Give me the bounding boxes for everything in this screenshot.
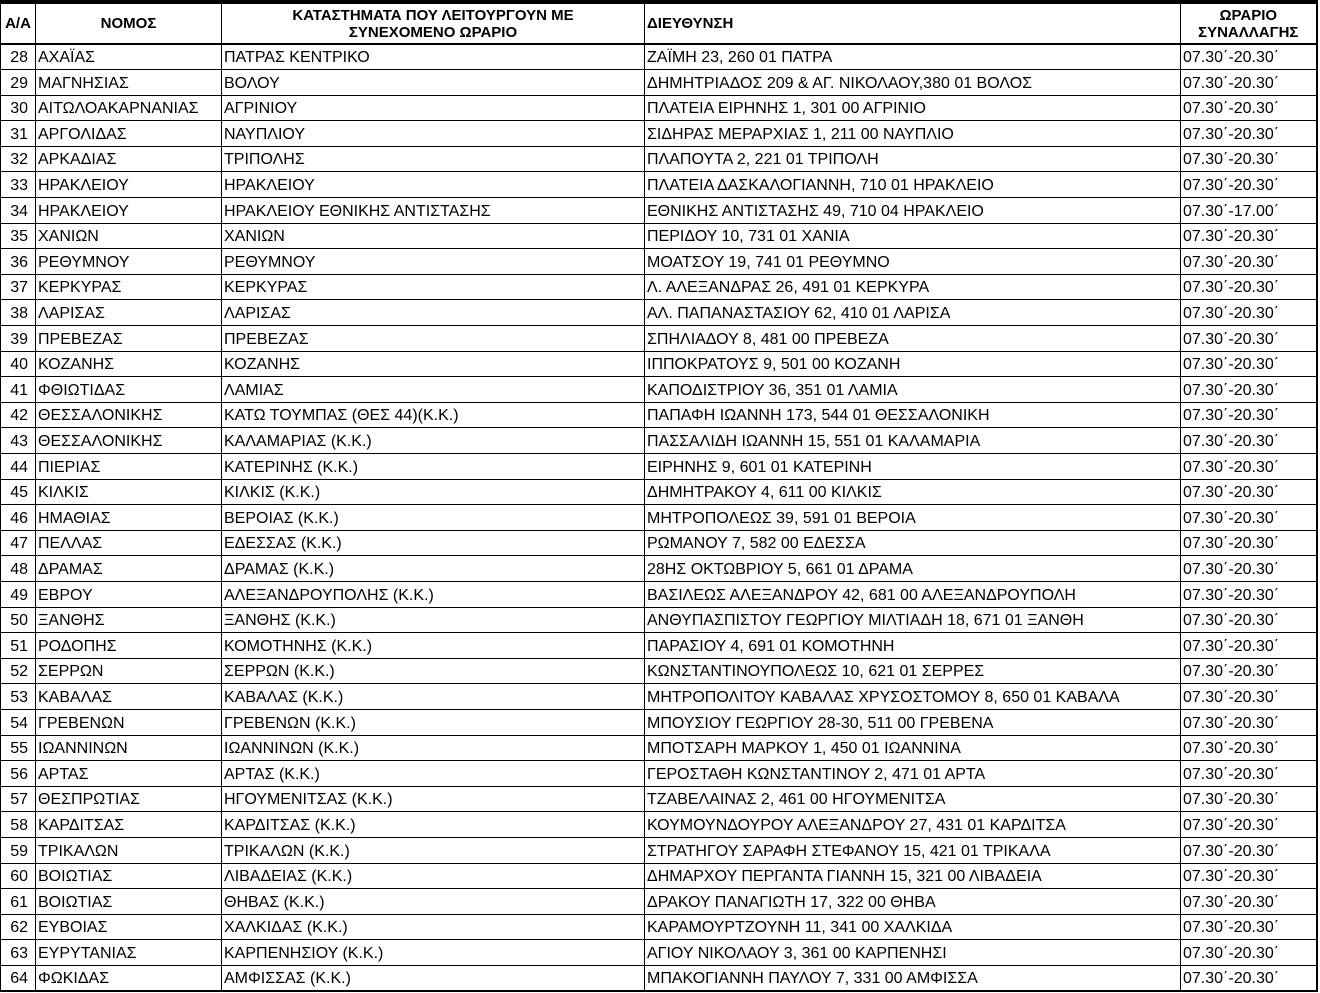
- cell-address: ΣΤΡΑΤΗΓΟΥ ΣΑΡΑΦΗ ΣΤΕΦΑΝΟΥ 15, 421 01 ΤΡΙΚΑΛΑ: [645, 837, 1181, 863]
- cell-nomos: ΧΑΝΙΩΝ: [36, 223, 222, 249]
- cell-hours: 07.30΄-20.30΄: [1181, 274, 1317, 300]
- table-row: [1, 812, 1317, 838]
- table-row: [1, 709, 1317, 735]
- table-body: [1, 44, 1317, 991]
- table-row: [1, 530, 1317, 556]
- cell-store: ΛΑΡΙΣΑΣ: [222, 300, 645, 326]
- header-aa: Α/Α: [1, 2, 36, 44]
- cell-hours: 07.30΄-20.30΄: [1181, 223, 1317, 249]
- cell-nomos: ΑΡΓΟΛΙΔΑΣ: [36, 121, 222, 147]
- cell-store: ΚΑΤΕΡΙΝΗΣ (Κ.Κ.): [222, 454, 645, 480]
- cell-store: ΚΑΤΩ ΤΟΥΜΠΑΣ (ΘΕΣ 44)(Κ.Κ.): [222, 402, 645, 428]
- table-row: [1, 658, 1317, 684]
- cell-store: ΚΑΡΔΙΤΣΑΣ (Κ.Κ.): [222, 812, 645, 838]
- cell-hours: 07.30΄-20.30΄: [1181, 837, 1317, 863]
- cell-address: ΕΙΡΗΝΗΣ 9, 601 01 ΚΑΤΕΡΙΝΗ: [645, 454, 1181, 480]
- cell-aa: 32: [1, 146, 36, 172]
- cell-nomos: ΛΑΡΙΣΑΣ: [36, 300, 222, 326]
- cell-aa: 47: [1, 530, 36, 556]
- cell-hours: 07.30΄-20.30΄: [1181, 530, 1317, 556]
- cell-address: ΜΗΤΡΟΠΟΛΕΩΣ 39, 591 01 ΒΕΡΟΙΑ: [645, 505, 1181, 531]
- table-row: [1, 274, 1317, 300]
- table-row: [1, 914, 1317, 940]
- cell-address: ΜΠΟΤΣΑΡΗ ΜΑΡΚΟΥ 1, 450 01 ΙΩΑΝΝΙΝΑ: [645, 735, 1181, 761]
- cell-aa: 33: [1, 172, 36, 198]
- table-row: [1, 172, 1317, 198]
- cell-hours: 07.30΄-20.30΄: [1181, 633, 1317, 659]
- cell-address: ΠΑΣΣΑΛΙΔΗ ΙΩΑΝΝΗ 15, 551 01 ΚΑΛΑΜΑΡΙΑ: [645, 428, 1181, 454]
- cell-store: ΛΙΒΑΔΕΙΑΣ (Κ.Κ.): [222, 863, 645, 889]
- cell-nomos: ΕΥΒΟΙΑΣ: [36, 914, 222, 940]
- cell-hours: 07.30΄-20.30΄: [1181, 761, 1317, 787]
- header-address: ΔΙΕΥΘΥΝΣΗ: [645, 2, 1181, 44]
- cell-nomos: ΡΟΔΟΠΗΣ: [36, 633, 222, 659]
- cell-address: ΡΩΜΑΝΟΥ 7, 582 00 ΕΔΕΣΣΑ: [645, 530, 1181, 556]
- cell-hours: 07.30΄-20.30΄: [1181, 965, 1317, 991]
- cell-store: ΔΡΑΜΑΣ (Κ.Κ.): [222, 556, 645, 582]
- cell-hours: 07.30΄-20.30΄: [1181, 479, 1317, 505]
- cell-store: ΗΓΟΥΜΕΝΙΤΣΑΣ (Κ.Κ.): [222, 786, 645, 812]
- cell-store: ΑΡΤΑΣ (Κ.Κ.): [222, 761, 645, 787]
- cell-aa: 58: [1, 812, 36, 838]
- cell-address: ΜΟΑΤΣΟΥ 19, 741 01 ΡΕΘΥΜΝΟ: [645, 249, 1181, 275]
- cell-hours: 07.30΄-20.30΄: [1181, 377, 1317, 403]
- cell-nomos: ΘΕΣΣΑΛΟΝΙΚΗΣ: [36, 428, 222, 454]
- table-row: [1, 940, 1317, 966]
- table-row: [1, 837, 1317, 863]
- cell-hours: 07.30΄-20.30΄: [1181, 326, 1317, 352]
- cell-address: ΜΠΟΥΣΙΟΥ ΓΕΩΡΓΙΟΥ 28-30, 511 00 ΓΡΕΒΕΝΑ: [645, 709, 1181, 735]
- cell-nomos: ΠΕΛΛΑΣ: [36, 530, 222, 556]
- cell-address: ΤΖΑΒΕΛΑΙΝΑΣ 2, 461 00 ΗΓΟΥΜΕΝΙΤΣΑ: [645, 786, 1181, 812]
- cell-nomos: ΒΟΙΩΤΙΑΣ: [36, 863, 222, 889]
- cell-address: ΙΠΠΟΚΡΑΤΟΥΣ 9, 501 00 ΚΟΖΑΝΗ: [645, 351, 1181, 377]
- cell-nomos: ΙΩΑΝΝΙΝΩΝ: [36, 735, 222, 761]
- table-row: [1, 786, 1317, 812]
- cell-store: ΘΗΒΑΣ (Κ.Κ.): [222, 889, 645, 915]
- cell-store: ΓΡΕΒΕΝΩΝ (Κ.Κ.): [222, 709, 645, 735]
- cell-store: ΑΜΦΙΣΣΑΣ (Κ.Κ.): [222, 965, 645, 991]
- cell-nomos: ΦΘΙΩΤΙΔΑΣ: [36, 377, 222, 403]
- cell-store: ΚΑΛΑΜΑΡΙΑΣ (Κ.Κ.): [222, 428, 645, 454]
- cell-store: ΑΓΡΙΝΙΟΥ: [222, 95, 645, 121]
- table-row: [1, 684, 1317, 710]
- cell-address: 28ΗΣ ΟΚΤΩΒΡΙΟΥ 5, 661 01 ΔΡΑΜΑ: [645, 556, 1181, 582]
- cell-address: ΔΗΜΗΤΡΙΑΔΟΣ 209 & ΑΓ. ΝΙΚΟΛΑΟΥ,380 01 ΒΟΛΟΣ: [645, 70, 1181, 96]
- cell-aa: 35: [1, 223, 36, 249]
- cell-nomos: ΒΟΙΩΤΙΑΣ: [36, 889, 222, 915]
- cell-hours: 07.30΄-20.30΄: [1181, 505, 1317, 531]
- cell-aa: 48: [1, 556, 36, 582]
- cell-aa: 63: [1, 940, 36, 966]
- cell-store: ΛΑΜΙΑΣ: [222, 377, 645, 403]
- cell-aa: 34: [1, 198, 36, 224]
- cell-address: ΑΛ. ΠΑΠΑΝΑΣΤΑΣΙΟΥ 62, 410 01 ΛΑΡΙΣΑ: [645, 300, 1181, 326]
- cell-aa: 40: [1, 351, 36, 377]
- cell-store: ΚΕΡΚΥΡΑΣ: [222, 274, 645, 300]
- table-row: [1, 479, 1317, 505]
- table-row: [1, 428, 1317, 454]
- cell-aa: 29: [1, 70, 36, 96]
- cell-nomos: ΘΕΣΠΡΩΤΙΑΣ: [36, 786, 222, 812]
- cell-nomos: ΚΕΡΚΥΡΑΣ: [36, 274, 222, 300]
- cell-hours: 07.30΄-20.30΄: [1181, 735, 1317, 761]
- cell-store: ΗΡΑΚΛΕΙΟΥ: [222, 172, 645, 198]
- cell-address: ΓΕΡΟΣΤΑΘΗ ΚΩΝΣΤΑΝΤΙΝΟΥ 2, 471 01 ΑΡΤΑ: [645, 761, 1181, 787]
- cell-aa: 31: [1, 121, 36, 147]
- cell-aa: 55: [1, 735, 36, 761]
- cell-hours: 07.30΄-20.30΄: [1181, 556, 1317, 582]
- cell-store: ΠΡΕΒΕΖΑΣ: [222, 326, 645, 352]
- cell-address: ΑΓΙΟΥ ΝΙΚΟΛΑΟΥ 3, 361 00 ΚΑΡΠΕΝΗΣΙ: [645, 940, 1181, 966]
- cell-hours: 07.30΄-20.30΄: [1181, 121, 1317, 147]
- table-row: [1, 505, 1317, 531]
- cell-store: ΚΟΜΟΤΗΝΗΣ (Κ.Κ.): [222, 633, 645, 659]
- cell-nomos: ΓΡΕΒΕΝΩΝ: [36, 709, 222, 735]
- cell-address: ΔΗΜΑΡΧΟΥ ΠΕΡΓΑΝΤΑ ΓΙΑΝΝΗ 15, 321 00 ΛΙΒΑΔΕΙΑ: [645, 863, 1181, 889]
- cell-nomos: ΡΕΘΥΜΝΟΥ: [36, 249, 222, 275]
- cell-nomos: ΗΡΑΚΛΕΙΟΥ: [36, 172, 222, 198]
- cell-store: ΒΕΡΟΙΑΣ (Κ.Κ.): [222, 505, 645, 531]
- cell-aa: 41: [1, 377, 36, 403]
- cell-hours: 07.30΄-20.30΄: [1181, 863, 1317, 889]
- cell-aa: 52: [1, 658, 36, 684]
- cell-store: ΣΕΡΡΩΝ (Κ.Κ.): [222, 658, 645, 684]
- cell-nomos: ΑΙΤΩΛΟΑΚΑΡΝΑΝΙΑΣ: [36, 95, 222, 121]
- cell-aa: 28: [1, 44, 36, 70]
- cell-hours: 07.30΄-17.00΄: [1181, 198, 1317, 224]
- cell-nomos: ΣΕΡΡΩΝ: [36, 658, 222, 684]
- cell-store: ΒΟΛΟΥ: [222, 70, 645, 96]
- table-row: [1, 607, 1317, 633]
- cell-hours: 07.30΄-20.30΄: [1181, 889, 1317, 915]
- cell-nomos: ΔΡΑΜΑΣ: [36, 556, 222, 582]
- cell-aa: 53: [1, 684, 36, 710]
- cell-aa: 51: [1, 633, 36, 659]
- cell-nomos: ΚΙΛΚΙΣ: [36, 479, 222, 505]
- cell-store: ΕΔΕΣΣΑΣ (Κ.Κ.): [222, 530, 645, 556]
- cell-aa: 54: [1, 709, 36, 735]
- cell-aa: 64: [1, 965, 36, 991]
- table-row: [1, 146, 1317, 172]
- header-nomos: ΝΟΜΟΣ: [36, 2, 222, 44]
- cell-store: ΠΑΤΡΑΣ ΚΕΝΤΡΙΚΟ: [222, 44, 645, 70]
- table-row: [1, 863, 1317, 889]
- cell-nomos: ΕΒΡΟΥ: [36, 581, 222, 607]
- cell-nomos: ΠΡΕΒΕΖΑΣ: [36, 326, 222, 352]
- cell-aa: 60: [1, 863, 36, 889]
- table-row: [1, 556, 1317, 582]
- cell-address: ΚΩΝΣΤΑΝΤΙΝΟΥΠΟΛΕΩΣ 10, 621 01 ΣΕΡΡΕΣ: [645, 658, 1181, 684]
- cell-nomos: ΠΙΕΡΙΑΣ: [36, 454, 222, 480]
- cell-nomos: ΑΡΤΑΣ: [36, 761, 222, 787]
- cell-hours: 07.30΄-20.30΄: [1181, 940, 1317, 966]
- cell-address: ΠΑΠΑΦΗ ΙΩΑΝΝΗ 173, 544 01 ΘΕΣΣΑΛΟΝΙΚΗ: [645, 402, 1181, 428]
- table-row: [1, 454, 1317, 480]
- cell-hours: 07.30΄-20.30΄: [1181, 428, 1317, 454]
- cell-address: ΚΑΡΑΜΟΥΡΤΖΟΥΝΗ 11, 341 00 ΧΑΛΚΙΔΑ: [645, 914, 1181, 940]
- cell-address: ΠΛΑΤΕΙΑ ΕΙΡΗΝΗΣ 1, 301 00 ΑΓΡΙΝΙΟ: [645, 95, 1181, 121]
- cell-address: Λ. ΑΛΕΞΑΝΔΡΑΣ 26, 491 01 ΚΕΡΚΥΡΑ: [645, 274, 1181, 300]
- table-row: [1, 735, 1317, 761]
- cell-store: ΝΑΥΠΛΙΟΥ: [222, 121, 645, 147]
- cell-aa: 42: [1, 402, 36, 428]
- table-row: [1, 223, 1317, 249]
- cell-aa: 44: [1, 454, 36, 480]
- cell-hours: 07.30΄-20.30΄: [1181, 454, 1317, 480]
- table-row: [1, 402, 1317, 428]
- header-hours: ΩΡΑΡΙΟ ΣΥΝΑΛΛΑΓΗΣ: [1181, 2, 1317, 44]
- table-row: [1, 581, 1317, 607]
- table-row: [1, 70, 1317, 96]
- table-row: [1, 889, 1317, 915]
- table-row: [1, 95, 1317, 121]
- cell-aa: 39: [1, 326, 36, 352]
- cell-address: ΔΗΜΗΤΡΑΚΟΥ 4, 611 00 ΚΙΛΚΙΣ: [645, 479, 1181, 505]
- cell-aa: 59: [1, 837, 36, 863]
- cell-nomos: ΚΟΖΑΝΗΣ: [36, 351, 222, 377]
- cell-store: ΤΡΙΚΑΛΩΝ (Κ.Κ.): [222, 837, 645, 863]
- cell-hours: 07.30΄-20.30΄: [1181, 658, 1317, 684]
- cell-address: ΠΕΡΙΔΟΥ 10, 731 01 ΧΑΝΙΑ: [645, 223, 1181, 249]
- cell-store: ΞΑΝΘΗΣ (Κ.Κ.): [222, 607, 645, 633]
- cell-store: ΤΡΙΠΟΛΗΣ: [222, 146, 645, 172]
- cell-store: ΚΙΛΚΙΣ (Κ.Κ.): [222, 479, 645, 505]
- cell-aa: 62: [1, 914, 36, 940]
- cell-hours: 07.30΄-20.30΄: [1181, 249, 1317, 275]
- cell-nomos: ΞΑΝΘΗΣ: [36, 607, 222, 633]
- cell-nomos: ΑΡΚΑΔΙΑΣ: [36, 146, 222, 172]
- cell-hours: 07.30΄-20.30΄: [1181, 95, 1317, 121]
- cell-address: ΣΙΔΗΡΑΣ ΜΕΡΑΡΧΙΑΣ 1, 211 00 ΝΑΥΠΛΙΟ: [645, 121, 1181, 147]
- table-header: [1, 2, 1317, 44]
- cell-address: ΖΑΪΜΗ 23, 260 01 ΠΑΤΡΑ: [645, 44, 1181, 70]
- cell-hours: 07.30΄-20.30΄: [1181, 581, 1317, 607]
- cell-address: ΠΛΑΤΕΙΑ ΔΑΣΚΑΛΟΓΙΑΝΝΗ, 710 01 ΗΡΑΚΛΕΙΟ: [645, 172, 1181, 198]
- cell-hours: 07.30΄-20.30΄: [1181, 607, 1317, 633]
- table-row: [1, 761, 1317, 787]
- cell-store: ΗΡΑΚΛΕΙΟΥ ΕΘΝΙΚΗΣ ΑΝΤΙΣΤΑΣΗΣ: [222, 198, 645, 224]
- cell-aa: 46: [1, 505, 36, 531]
- cell-address: ΒΑΣΙΛΕΩΣ ΑΛΕΞΑΝΔΡΟΥ 42, 681 00 ΑΛΕΞΑΝΔΡΟΥΠΟΛΗ: [645, 581, 1181, 607]
- cell-nomos: ΚΑΡΔΙΤΣΑΣ: [36, 812, 222, 838]
- cell-aa: 30: [1, 95, 36, 121]
- cell-aa: 38: [1, 300, 36, 326]
- cell-hours: 07.30΄-20.30΄: [1181, 786, 1317, 812]
- cell-hours: 07.30΄-20.30΄: [1181, 402, 1317, 428]
- cell-hours: 07.30΄-20.30΄: [1181, 300, 1317, 326]
- cell-hours: 07.30΄-20.30΄: [1181, 709, 1317, 735]
- table-row: [1, 326, 1317, 352]
- cell-nomos: ΗΜΑΘΙΑΣ: [36, 505, 222, 531]
- cell-nomos: ΜΑΓΝΗΣΙΑΣ: [36, 70, 222, 96]
- cell-store: ΧΑΝΙΩΝ: [222, 223, 645, 249]
- cell-hours: 07.30΄-20.30΄: [1181, 70, 1317, 96]
- header-row: [1, 2, 1317, 44]
- cell-aa: 56: [1, 761, 36, 787]
- cell-store: ΚΑΒΑΛΑΣ (Κ.Κ.): [222, 684, 645, 710]
- cell-store: ΚΑΡΠΕΝΗΣΙΟΥ (Κ.Κ.): [222, 940, 645, 966]
- table-row: [1, 633, 1317, 659]
- table-row: [1, 249, 1317, 275]
- table-row: [1, 351, 1317, 377]
- cell-nomos: ΑΧΑΪΑΣ: [36, 44, 222, 70]
- cell-store: ΑΛΕΞΑΝΔΡΟΥΠΟΛΗΣ (Κ.Κ.): [222, 581, 645, 607]
- cell-hours: 07.30΄-20.30΄: [1181, 351, 1317, 377]
- cell-nomos: ΤΡΙΚΑΛΩΝ: [36, 837, 222, 863]
- cell-address: ΠΑΡΑΣΙΟΥ 4, 691 01 ΚΟΜΟΤΗΝΗ: [645, 633, 1181, 659]
- cell-hours: 07.30΄-20.30΄: [1181, 914, 1317, 940]
- cell-store: ΡΕΘΥΜΝΟΥ: [222, 249, 645, 275]
- cell-aa: 45: [1, 479, 36, 505]
- cell-address: ΣΠΗΛΙΑΔΟΥ 8, 481 00 ΠΡΕΒΕΖΑ: [645, 326, 1181, 352]
- cell-store: ΧΑΛΚΙΔΑΣ (Κ.Κ.): [222, 914, 645, 940]
- cell-address: ΜΗΤΡΟΠΟΛΙΤΟΥ ΚΑΒΑΛΑΣ ΧΡΥΣΟΣΤΟΜΟΥ 8, 650 01 ΚΑΒΑΛΑ: [645, 684, 1181, 710]
- cell-hours: 07.30΄-20.30΄: [1181, 684, 1317, 710]
- cell-aa: 61: [1, 889, 36, 915]
- cell-nomos: ΦΩΚΙΔΑΣ: [36, 965, 222, 991]
- cell-hours: 07.30΄-20.30΄: [1181, 146, 1317, 172]
- cell-store: ΙΩΑΝΝΙΝΩΝ (Κ.Κ.): [222, 735, 645, 761]
- cell-aa: 43: [1, 428, 36, 454]
- cell-hours: 07.30΄-20.30΄: [1181, 172, 1317, 198]
- cell-hours: 07.30΄-20.30΄: [1181, 812, 1317, 838]
- cell-address: ΚΟΥΜΟΥΝΔΟΥΡΟΥ ΑΛΕΞΑΝΔΡΟΥ 27, 431 01 ΚΑΡΔΙΤΣΑ: [645, 812, 1181, 838]
- cell-address: ΑΝΘΥΠΑΣΠΙΣΤΟΥ ΓΕΩΡΓΙΟΥ ΜΙΛΤΙΑΔΗ 18, 671 01 ΞΑΝΘΗ: [645, 607, 1181, 633]
- cell-nomos: ΗΡΑΚΛΕΙΟΥ: [36, 198, 222, 224]
- table-row: [1, 377, 1317, 403]
- cell-aa: 37: [1, 274, 36, 300]
- cell-aa: 36: [1, 249, 36, 275]
- cell-aa: 57: [1, 786, 36, 812]
- table-row: [1, 965, 1317, 991]
- cell-aa: 49: [1, 581, 36, 607]
- cell-address: ΔΡΑΚΟΥ ΠΑΝΑΓΙΩΤΗ 17, 322 00 ΘΗΒΑ: [645, 889, 1181, 915]
- cell-hours: 07.30΄-20.30΄: [1181, 44, 1317, 70]
- table-row: [1, 300, 1317, 326]
- table-row: [1, 198, 1317, 224]
- cell-address: ΚΑΠΟΔΙΣΤΡΙΟΥ 36, 351 01 ΛΑΜΙΑ: [645, 377, 1181, 403]
- cell-address: ΜΠΑΚΟΓΙΑΝΝΗ ΠΑΥΛΟΥ 7, 331 00 ΑΜΦΙΣΣΑ: [645, 965, 1181, 991]
- cell-address: ΠΛΑΠΟΥΤΑ 2, 221 01 ΤΡΙΠΟΛΗ: [645, 146, 1181, 172]
- cell-nomos: ΚΑΒΑΛΑΣ: [36, 684, 222, 710]
- cell-store: ΚΟΖΑΝΗΣ: [222, 351, 645, 377]
- cell-nomos: ΕΥΡΥΤΑΝΙΑΣ: [36, 940, 222, 966]
- header-store: ΚΑΤΑΣΤΗΜΑΤΑ ΠΟΥ ΛΕΙΤΟΥΡΓΟΥΝ ΜΕ ΣΥΝΕΧΟΜΕΝΟ ΩΡΑΡΙΟ: [222, 2, 645, 44]
- cell-nomos: ΘΕΣΣΑΛΟΝΙΚΗΣ: [36, 402, 222, 428]
- cell-address: ΕΘΝΙΚΗΣ ΑΝΤΙΣΤΑΣΗΣ 49, 710 04 ΗΡΑΚΛΕΙΟ: [645, 198, 1181, 224]
- table-row: [1, 121, 1317, 147]
- table-row: [1, 44, 1317, 70]
- cell-aa: 50: [1, 607, 36, 633]
